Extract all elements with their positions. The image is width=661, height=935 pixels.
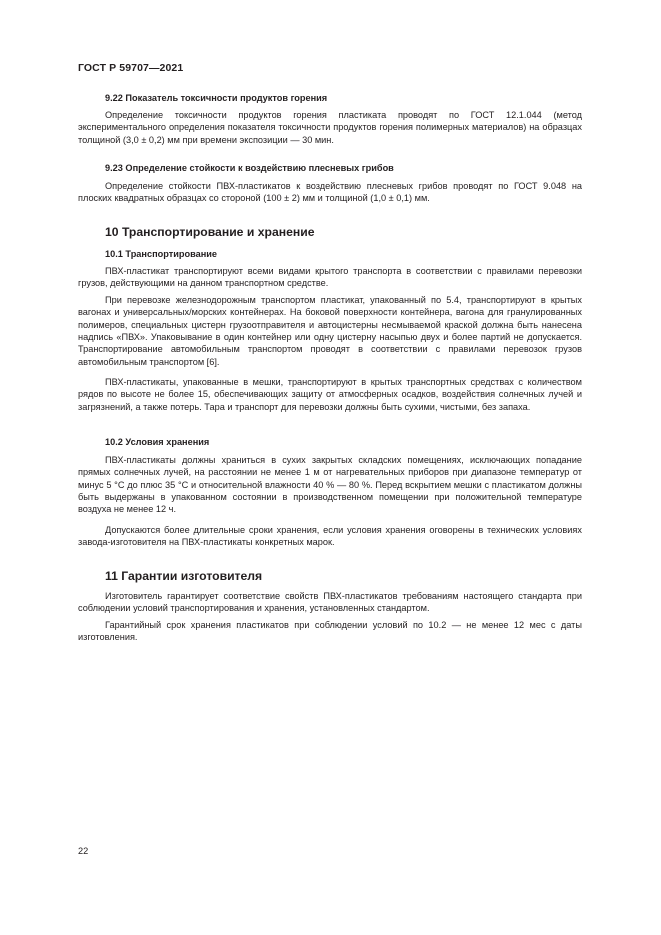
subsection-heading-9-23: 9.23 Определение стойкости к воздействию плесневых грибов [105,163,394,173]
paragraph: Изготовитель гарантирует соответствие свойств ПВХ-пластикатов требованиям настоящего стандарта при соблюдении условий транспортирования и хранения, установленных стандартом. [78,591,582,614]
paragraph: ПВХ-пластикат транспортируют всеми видами крытого транспорта в соответствии с правилами перевозки грузов, действующими на данном транспортном средстве. [78,266,582,289]
section-heading-11: 11 Гарантии изготовителя [105,569,263,583]
standard-header: ГОСТ Р 59707—2021 [78,62,184,74]
subsection-heading-9-22: 9.22 Показатель токсичности продуктов горения [105,93,328,103]
paragraph: Определение токсичности продуктов горения пластиката проводят по ГОСТ 12.1.044 (метод экспериментального определения показателя токсичности продуктов горения полимерных материалов) на образцах толщиной (3,0 ± 0,2) мм при времени экспозиции — 30 мин. [78,110,582,145]
page-number: 22 [78,846,89,856]
subsection-heading-10-1: 10.1 Транспортирование [105,249,218,259]
section-heading-10: 10 Транспортирование и хранение [105,225,315,239]
subsection-heading-10-2: 10.2 Условия хранения [105,437,210,447]
paragraph: ПВХ-пластикаты должны храниться в сухих закрытых складских помещениях, исключающих попадание прямых солнечных лучей, на расстоянии не менее 1 м от нагревательных приборов при диапазоне температур от минус 5 °С до плюс 35 °С и относительной влажности 40 % — 80 %. Перед вскрытием мешки с пластикатом должны быть выдержаны в упакованном состоянии в производственном помещении при положительной температуре воздуха не менее 12 ч. [78,455,582,515]
paragraph: При перевозке железнодорожным транспортом пластикат, упакованный по 5.4, транспортируют в крытых вагонах и универсальных/морских контейнерах. На боковой поверхности контейнера, вагона для гранулированных полимеров, специальных цистерн грузоотправителя и автоцистерны несмываемой краской должна быть нанесена надпись «ПВХ». Упаковывание в один контейнер или одну цистерну насыпью двух и более партий не допускается. Транспортирование автомобильным транспортом проводят в соответствии с правилами перевозок грузов автомобильным транспортом [6]. [78,295,582,367]
paragraph: Допускаются более длительные сроки хранения, если условия хранения оговорены в технических условиях завода-изготовителя на ПВХ-пластикаты конкретных марок. [78,525,582,548]
paragraph: Гарантийный срок хранения пластикатов при соблюдении условий по 10.2 — не менее 12 мес с даты изготовления. [78,620,582,643]
paragraph: Определение стойкости ПВХ-пластикатов к воздействию плесневых грибов проводят по ГОСТ 9.048 на плоских квадратных образцах со стороной (100 ± 2) мм и толщиной (1,0 ± 0,1) мм. [78,181,582,204]
paragraph: ПВХ-пластикаты, упакованные в мешки, транспортируют в крытых транспортных средствах с количеством рядов по высоте не более 15, обеспечивающих защиту от атмосферных осадков, воздействия солнечных лучей и загрязнений, а также потерь. Тара и транспорт для перевозки должны быть сухими, чистыми, без запаха. [78,377,582,412]
